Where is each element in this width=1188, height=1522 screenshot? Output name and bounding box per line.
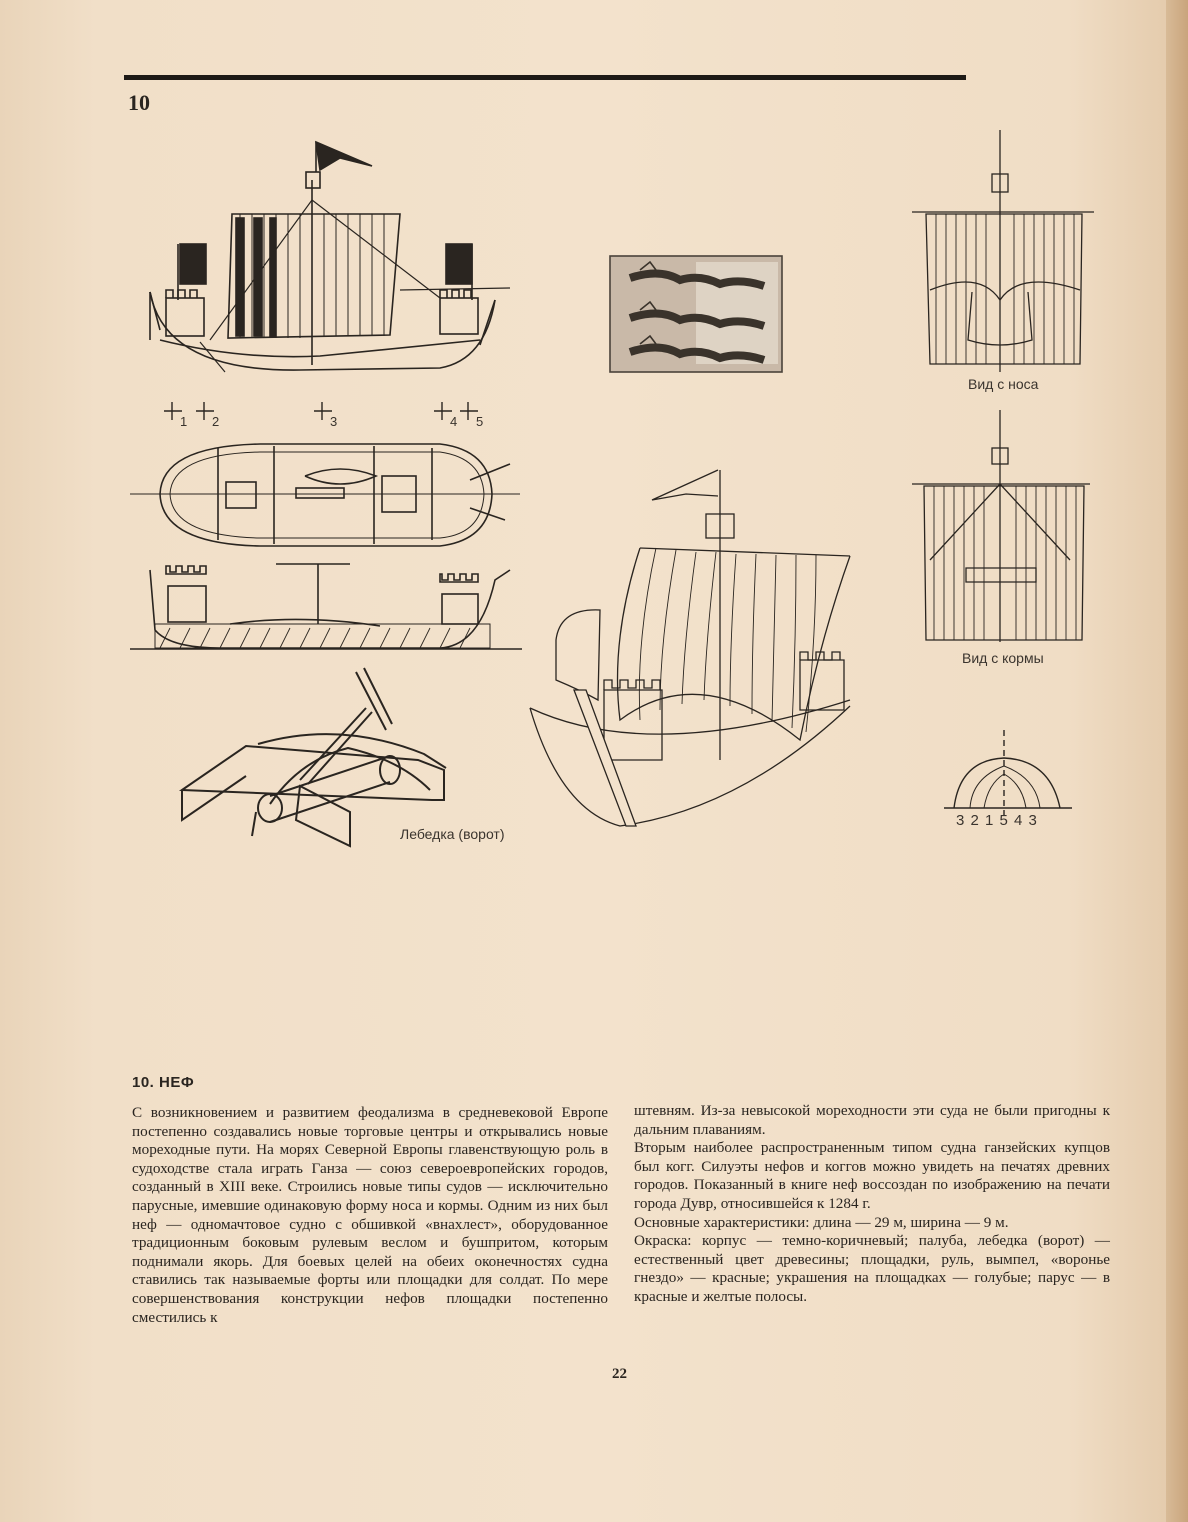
right-paragraph-3: Основные характеристики: длина — 29 м, ширина — 9 м.	[634, 1213, 1009, 1231]
heraldic-lions-banner-icon	[610, 256, 782, 372]
windlass-caption: Лебедка (ворот)	[400, 826, 505, 842]
frame-mark-5: 5	[476, 414, 484, 429]
plate-number: 10	[128, 90, 150, 115]
right-paragraph-2: Вторым наиболее распространенным типом судна ганзейских купцов был когг. Силуэты нефов и коггов можно увидеть на печатях древних городов. Показанный в книге неф воссоздан по изображению на печати города Дувр, относившейся к 1284 г.	[634, 1139, 1110, 1212]
hull-section	[944, 730, 1072, 820]
longitudinal-section	[130, 564, 522, 649]
bow-view-caption: Вид с носа	[968, 376, 1039, 392]
stern-view-caption: Вид с кормы	[962, 650, 1044, 666]
section-numbers: 3 2 1 5 4 3	[956, 812, 1038, 829]
left-paragraph: С возникновением и развитием феодализма в средневековой Европе постепенно создавались новые торговые центры и открывались новые мореходные пути. На морях Северной Европы главенствующую роль в судоходстве стала играть Ганза — союз североевропейских городов, созданный в XIII веке. Строились новые типы судов — исключительно парусные, имевшие одинаковую форму носа и кормы. Одним из них был неф — одномачтовое судно с обшивкой «внахлест», оборудованное традиционным боковым рулевым веслом и бушпритом, которым поднимали якорь. Для боевых целей на обеих оконечностях судна ставились так называемые форты или площадки для солдат. По мере совершенствования конструкции нефов площадки постепенно сместились к	[132, 1104, 608, 1326]
deck-plan	[130, 444, 520, 546]
frame-mark-3: 3	[330, 414, 338, 429]
page-number: 22	[612, 1366, 627, 1382]
text-column-right	[634, 1102, 1110, 1307]
stern-view	[912, 410, 1090, 642]
section-title: 10. НЕФ	[132, 1074, 195, 1091]
frame-mark-2: 2	[212, 414, 220, 429]
frame-mark-1: 1	[180, 414, 188, 429]
bow-view	[912, 130, 1094, 372]
perspective-ship	[530, 470, 850, 826]
text-column-left	[132, 1104, 608, 1327]
right-paragraph-4: Окраска: корпус — темно-коричневый; палуба, лебедка (ворот) — естественный цвет древесины; площадки, руль, вымпел, «воронье гнездо» — красные; украшения на площадках — голубые; парус — в красные и желтые полосы.	[634, 1232, 1110, 1305]
frame-mark-4: 4	[450, 414, 458, 429]
ship-side-view-icon	[150, 142, 510, 372]
windlass	[182, 668, 446, 846]
right-paragraph-1: штевням. Из-за невысокой мореходности эти суда не были пригодны к дальним плаваниям.	[634, 1102, 1110, 1138]
